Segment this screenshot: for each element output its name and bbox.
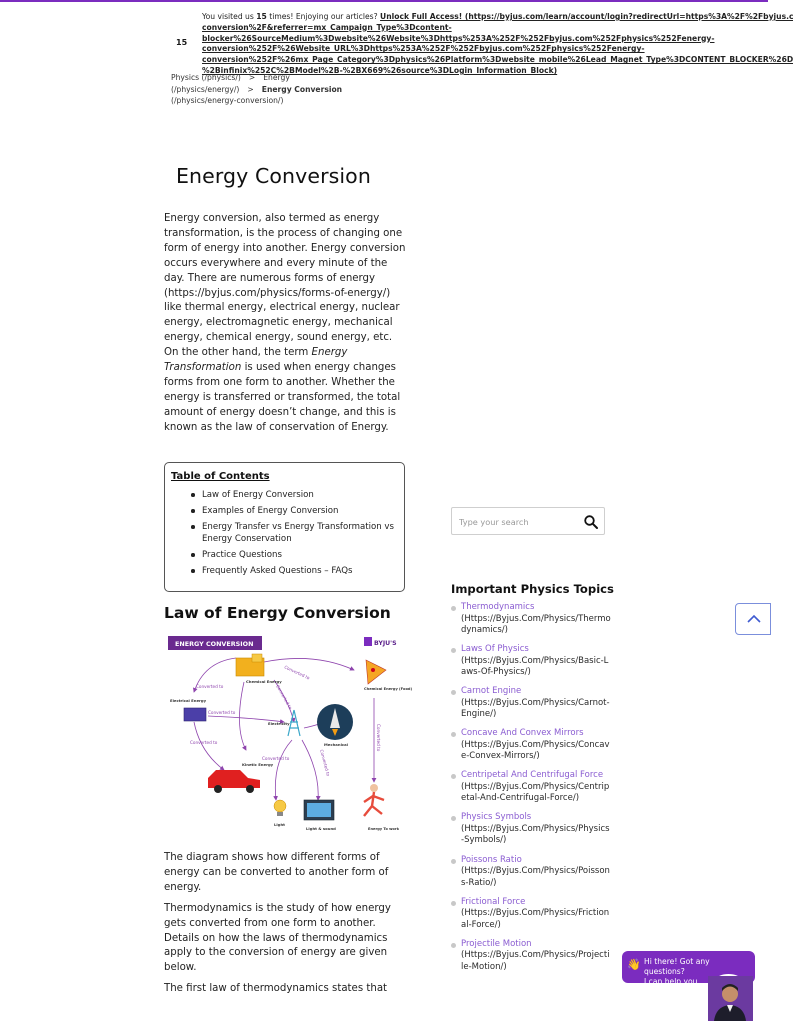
article-intro (164, 212, 406, 443)
toc-item[interactable]: Practice Questions (171, 549, 398, 561)
breadcrumb (171, 72, 361, 107)
chat-avatar[interactable] (706, 974, 751, 1019)
label-light-sound: Light & sound (306, 826, 336, 831)
arrow-electricity-to-light (275, 740, 292, 800)
bulb-base (277, 812, 283, 816)
pizza-topping (371, 668, 375, 672)
topics-title: Important Physics Topics (451, 582, 614, 596)
page-title: Energy Conversion (176, 164, 371, 188)
wave-hand-icon: 👋 (627, 958, 641, 971)
energy-conversion-diagram (164, 632, 413, 838)
topic-url[interactable]: (Https://Byjus.Com/Physics/Thermodynamics/) (461, 613, 611, 635)
topic-name[interactable]: Physics Symbols (461, 812, 532, 823)
topic-item[interactable] (451, 770, 611, 805)
arrow-label: Converted to (196, 684, 224, 689)
runner-icon (364, 792, 384, 816)
topic-item[interactable] (451, 602, 611, 637)
diagram-header-text: ENERGY CONVERSION (175, 640, 254, 648)
arrow-label: Converted to (190, 740, 218, 745)
label-kinetic: Kinetic Energy (242, 762, 274, 767)
topic-url[interactable]: (Https://Byjus.Com/Physics/Poissons-Ratio/) (461, 866, 610, 888)
intro-emphasis: Energy Transformation (164, 347, 348, 374)
chat-line-1: Hi there! Got any questions? (644, 957, 710, 976)
intro-text-1: Energy conversion, also termed as energy transformation, is the process of changing one form of energy into another. Energy conversion occurs everywhere and every minute of the day. There are numerous forms of energy (https://byjus.com/physics/forms-of-energy/) like thermal energy, electrical energy, nuclear energy, electromagnetic energy, mechanical energy, chemical energy, sound energy, etc. On the other hand, the term (164, 213, 406, 359)
label-light: Light (274, 822, 285, 827)
topic-url[interactable]: (Https://Byjus.Com/Physics/Concave-Convex-Mirrors/) (461, 739, 610, 762)
topic-url[interactable]: (Https://Byjus.Com/Physics/Basic-Laws-Of-Physics/) (461, 655, 609, 678)
visit-banner-first-line (202, 12, 793, 23)
topic-name[interactable]: Thermodynamics (461, 602, 535, 612)
topic-item[interactable] (451, 939, 611, 974)
unlock-link-line-3[interactable]: blocker%26SourceMedium%3Dwebsite%26Website%3Dhttps%253A%252F%252Fbyjus.com%252Fphysics%252Fenergy- (202, 33, 715, 43)
topic-item[interactable] (451, 728, 611, 763)
body-paragraph-2: Thermodynamics is the study of how energy gets converted from one form to another. Details on how the laws of thermodynamics apply to the conversion of energy are given below. (164, 902, 391, 974)
toc-item[interactable]: Frequently Asked Questions – FAQs (171, 565, 398, 577)
topic-item[interactable] (451, 812, 611, 847)
arrow-label: Converted to (208, 710, 236, 715)
arrow-electrical-to-kinetic (194, 722, 224, 770)
topic-url[interactable]: (Https://Byjus.Com/Physics/Carnot-Engine/) (461, 697, 610, 720)
car-wheel (214, 785, 222, 793)
search-box (451, 507, 605, 535)
battery-icon (184, 708, 206, 721)
body-paragraph-3: The first law of thermodynamics states that (164, 983, 388, 995)
visit-lead-count: 15 (256, 12, 267, 21)
topic-url[interactable]: (Https://Byjus.Com/Physics/Centripetal-And-Centrifugal-Force/) (461, 781, 610, 804)
topic-name[interactable]: Centripetal And Centrifugal Force (461, 770, 604, 781)
label-electrical: Electrical Energy (170, 698, 207, 703)
topic-url[interactable]: (Https://Byjus.Com/Physics/Frictional-Force/) (461, 908, 610, 930)
toc-list (171, 489, 398, 577)
avatar-portrait (708, 976, 753, 1021)
arrow-label: Converted to (275, 684, 294, 711)
pizza-icon (366, 660, 386, 684)
topic-name[interactable]: Concave And Convex Mirrors (461, 728, 584, 739)
top-accent-bar (0, 0, 768, 2)
topics-list (451, 602, 611, 981)
topic-name[interactable]: Poissons Ratio (461, 854, 522, 865)
arrow-label: Converted to (262, 756, 290, 761)
byjus-logo-mark (364, 637, 372, 646)
body-paragraph-1: The diagram shows how different forms of energy can be converted to another form of energy. (164, 852, 389, 893)
label-mechanical: Mechanical (324, 742, 348, 747)
light-bulb-icon (274, 800, 286, 812)
breadcrumb-physics[interactable]: Physics (/physics/) (171, 73, 241, 82)
byjus-logo-text: BYJU'S (374, 640, 397, 647)
topic-name[interactable]: Projectile Motion (461, 938, 532, 949)
arrow-label: Converted to (376, 724, 381, 752)
visit-banner (202, 12, 793, 77)
topic-item[interactable] (451, 644, 611, 679)
unlock-access-link[interactable]: Unlock Full Access! (https://byjus.com/learn/account/login?redirectUrl=https%3A%2F%2Fbyjus.c (380, 12, 793, 21)
topic-name[interactable]: Frictional Force (461, 896, 526, 907)
unlock-link-line-2[interactable]: conversion%2F&referrer=mx_Campaign_Type%3Dcontent- (202, 22, 452, 32)
visit-lead-suffix: times! Enjoying our articles? (266, 12, 381, 21)
breadcrumb-separator: > (248, 73, 256, 82)
breadcrumb-current[interactable]: Energy Conversion (261, 84, 343, 94)
arrow-chemical-to-food (264, 658, 354, 670)
topic-item[interactable] (451, 686, 611, 721)
section-heading-law: Law of Energy Conversion (164, 604, 391, 622)
monitor-screen (307, 803, 331, 817)
article-body (164, 851, 404, 1003)
topic-url[interactable]: (Https://Byjus.Com/Physics/Projectile-Motion/) (461, 950, 610, 972)
visit-lead-prefix: You visited us (202, 12, 257, 21)
label-chemical: Chemical Energy (246, 679, 282, 684)
unlock-link-line-4[interactable]: conversion%252F%26Website_URL%3Dhttps%253A%252F%252Fbyjus.com%252Fphysics%252Fenergy- (202, 44, 645, 54)
car-icon (208, 770, 260, 788)
intro-text-2: is used when energy changes forms from one form to another. Whether the energy is transferred or transformed, the total amount of energy doesn’t change, and this is known as the law of conservation of Energy. (164, 362, 401, 433)
chemical-hazard-icon (252, 654, 262, 662)
toc-item[interactable]: Law of Energy Conversion (171, 489, 398, 501)
arrow-label: Converted to (319, 748, 331, 777)
car-wheel (246, 785, 254, 793)
topic-item[interactable] (451, 897, 611, 932)
toc-item[interactable]: Energy Transfer vs Energy Transformation vs Energy Conservation (171, 521, 398, 545)
label-chemical-food: Chemical Energy (Food) (364, 687, 413, 691)
table-of-contents (164, 462, 405, 592)
runner-head (370, 784, 378, 792)
search-icon[interactable] (583, 514, 599, 530)
arrow-label: Converted to (283, 664, 311, 681)
chevron-up-icon (747, 614, 761, 624)
label-electricity: Electricity (268, 721, 290, 726)
breadcrumb-energy-path[interactable]: (/physics/energy/) (171, 84, 240, 94)
visit-count-badge: 15 (176, 38, 188, 47)
power-tower-icon (288, 710, 300, 736)
scroll-to-top-button[interactable] (735, 603, 771, 635)
unlock-link-line-6[interactable]: %2Binfinix%252C%2BModel%2B-%2BX669%26source%3DLogin_Information_Block) (202, 65, 558, 75)
label-work: Energy To work (368, 827, 400, 831)
search-input[interactable] (459, 514, 577, 530)
toc-item[interactable]: Examples of Energy Conversion (171, 505, 398, 517)
chat-line-2: I can help you... (644, 977, 705, 986)
breadcrumb-separator: > (247, 84, 254, 94)
arrow-electricity-to-sound (302, 740, 318, 800)
topic-name[interactable]: Carnot Engine (461, 686, 522, 697)
breadcrumb-current-path[interactable]: (/physics/energy-conversion/) (171, 96, 284, 105)
diagram-svg (164, 632, 413, 838)
visit-banner-lead (202, 12, 380, 21)
topic-item[interactable] (451, 855, 611, 890)
topic-name[interactable]: Laws Of Physics (461, 644, 529, 655)
intro-paragraph (164, 212, 406, 436)
toc-title[interactable]: Table of Contents (171, 471, 270, 482)
arrow-chemical-to-kinetic (239, 682, 246, 750)
unlock-link-line-5[interactable]: conversion%252F%26mx_Page_Category%3Dphysics%26Platform%3Dwebsite_mobile%26Lead_Magnet_Type%3DCONTENT_BLOCKER%26D (202, 55, 793, 65)
topic-url[interactable]: (Https://Byjus.Com/Physics/Physics-Symbols/) (461, 823, 610, 846)
breadcrumb-energy[interactable]: Energy (263, 73, 290, 82)
